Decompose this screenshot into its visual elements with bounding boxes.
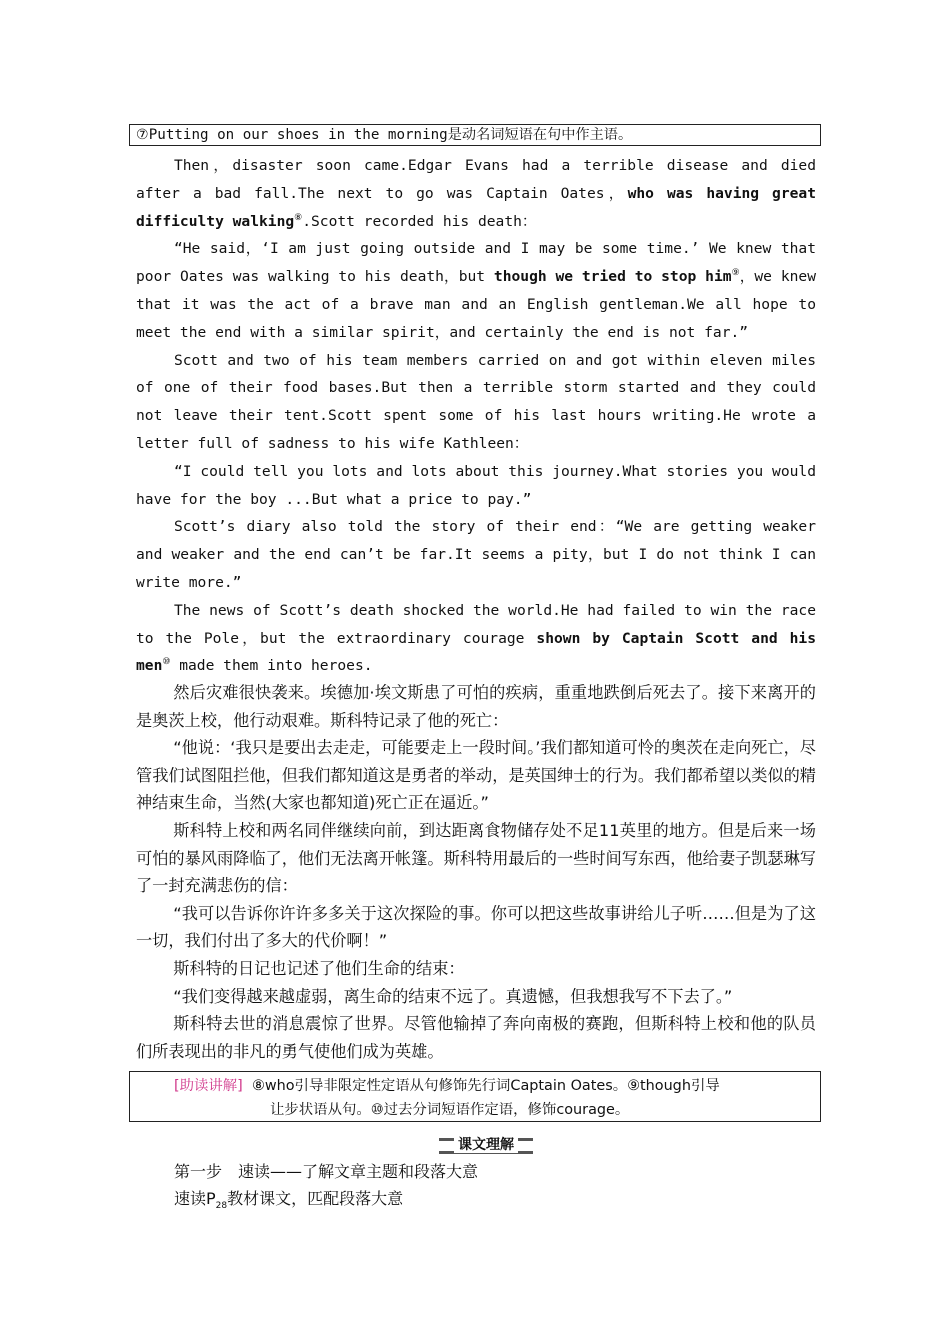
chinese-paragraph-7: 斯科特去世的消息震惊了世界。尽管他输掉了奔向南极的赛跑，但斯科特上校和他的队员们所表现出的非凡的勇气使他们成为英雄。: [136, 1014, 816, 1061]
help-line-1: [助读讲解] ⑧who引导非限定性定语从句修饰先行词Captain Oates。⑨though引导: [174, 1078, 720, 1094]
note-phrase: Putting on our shoes in the morning: [148, 127, 448, 143]
highlight-phrase-9: though we tried to stop him: [493, 268, 732, 286]
english-paragraph-2: “He said，‘I am just going outside and I may be some time.’ We knew that poor Oates was walking to his death，but though we tried to stop him⑨，we knew that it was the act of a brave man and an English gentleman.We all hope to meet the end with a similar spirit，and certainly the end is not far.”: [136, 240, 816, 341]
note-explain: 是动名词短语在句中作主语。: [447, 127, 633, 143]
highlight-phrase-10: shown by Captain Scott and his men: [136, 629, 816, 675]
chinese-paragraph-5: 斯科特的日记也记述了他们生命的结束：: [173, 958, 465, 978]
section-title: [439, 1135, 533, 1155]
chinese-paragraph-3: 斯科特上校和两名同伴继续向前，到达距离食物储存处不足11英里的地方。但是后来一场可怕的暴风雨降临了，他们无法离开帐篷。斯科特用最后的一些时间写东西，他给妻子凯瑟琳写了一封充满悲伤的信：: [136, 820, 816, 896]
chinese-paragraph-2: “他说：‘我只是要出去走走，可能要走上一段时间。’我们都知道可怜的奥茨在走向死亡，尽管我们试图阻拦他，但我们都知道这是勇者的举动，是英国绅士的行为。我们都希望以类似的精神结束生命，当然(大家也都知道)死亡正在逼近。”: [136, 738, 816, 813]
highlight-phrase-8: who was having great difficulty walking: [136, 184, 816, 230]
reading-help-box: [129, 1071, 821, 1122]
english-paragraph-6: The news of Scott’s death shocked the world.He had failed to win the race to the Pole，but the extraordinary courage shown by Captain Scott and his men⑩ made them into heroes.: [136, 601, 816, 675]
english-paragraph-1: Then，disaster soon came.Edgar Evans had a terrible disease and died after a bad fall.The next to go was Captain Oates，who was having great difficulty walking⑧.Scott recorded his death：: [136, 157, 816, 230]
help-tag: [助读讲解]: [174, 1078, 243, 1094]
help-line-2: 让步状语从句。⑩过去分词短语作定语，修饰courage。: [270, 1102, 630, 1118]
step-1-heading: 第一步 速读——了解文章主题和段落大意: [174, 1162, 479, 1181]
chinese-paragraph-4: “我可以告诉你许许多多关于这次探险的事。你可以把这些故事讲给儿子听……但是为了这一切，我们付出了多大的代价啊！”: [136, 903, 816, 951]
step-1-instruction: 速读$P_{28}$教材课文，匹配段落大意: [174, 1189, 404, 1212]
english-paragraph-3: Scott and two of his team members carried on and got within eleven miles of one of their food bases.But then a terrible storm started and they could not leave their tent.Scott spent some of his last hours writing.He wrote a letter full of sadness to his wife Kathleen：: [136, 351, 816, 452]
english-paragraph-5: Scott’s diary also told the story of their end：“We are getting weaker and weaker and the end can’t be far.It seems a pity，but I do not think I can write more.”: [136, 518, 816, 591]
note-box-7: [129, 124, 821, 146]
english-paragraph-4: “I could tell you lots and lots about this journey.What stories you would have for the boy ...But what a price to pay.”: [136, 462, 816, 508]
note-marker: ⑦: [136, 127, 149, 143]
footnote-marker-8: ⑧: [294, 212, 303, 223]
english-passage: [136, 152, 816, 680]
chinese-paragraph-1: 然后灾难很快袭来。埃德加·埃文斯患了可怕的疾病，重重地跌倒后死去了。接下来离开的是奥茨上校，他行动艰难。斯科特记录了他的死亡：: [136, 683, 816, 730]
page-subscript: 28: [215, 1201, 228, 1212]
section-title-label: 课文理解: [454, 1137, 518, 1153]
footnote-marker-9: ⑨: [731, 268, 740, 279]
chinese-paragraph-6: “我们变得越来越虚弱，离生命的结束不远了。真遗憾，但我想我写不下去了。”: [173, 986, 733, 1006]
chinese-translation: [136, 679, 816, 1065]
footnote-marker-10: ⑩: [162, 657, 171, 668]
